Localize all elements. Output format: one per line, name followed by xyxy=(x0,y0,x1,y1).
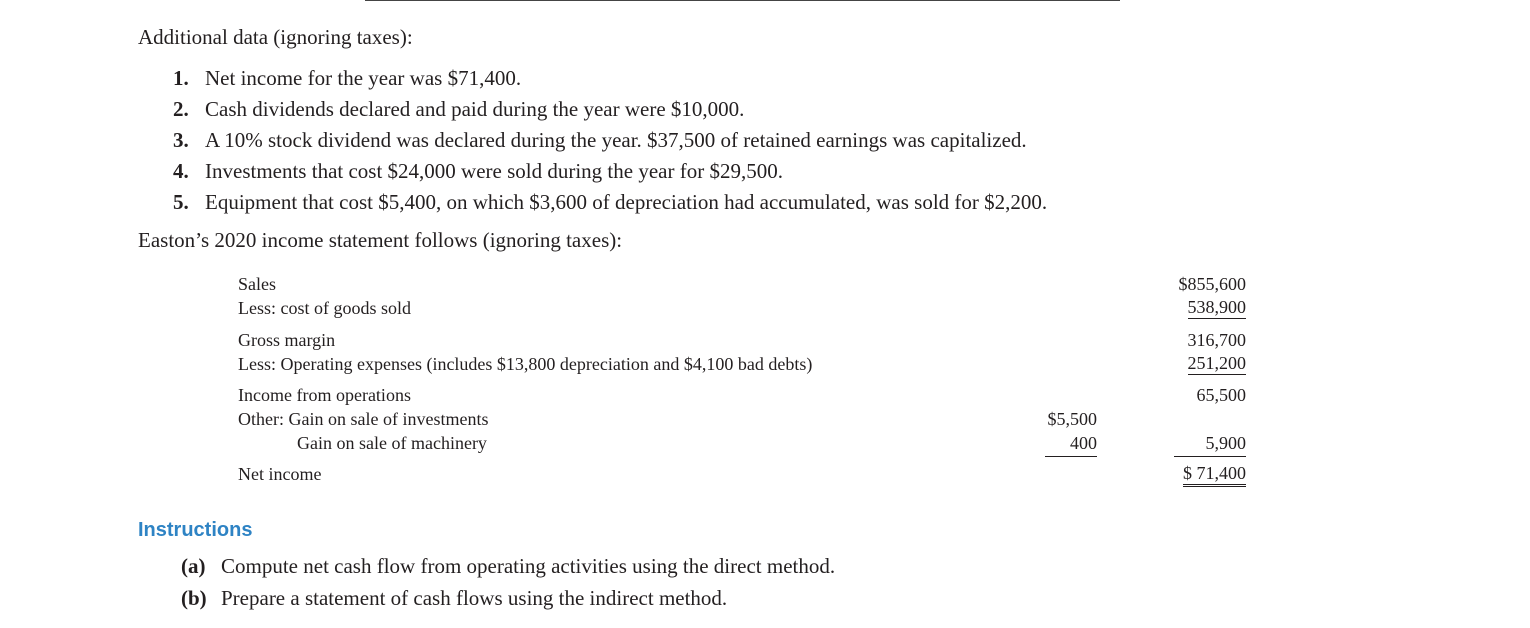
list-item xyxy=(173,64,1047,95)
statement-row-sales xyxy=(238,272,1248,296)
list-item xyxy=(173,95,1047,126)
row-amount: 65,500 xyxy=(1196,385,1246,405)
row-label: Net income xyxy=(238,464,322,484)
item-number: 1. xyxy=(173,66,189,90)
statement-row-gain-machinery xyxy=(238,431,1248,455)
item-text: Equipment that cost $5,400, on which $3,600 of depreciation had accumulated, was sold for $2,200. xyxy=(205,190,1048,214)
row-amount: 251,200 xyxy=(1187,353,1246,373)
other-total-underline xyxy=(1174,456,1246,457)
row-subamount: 400 xyxy=(1070,433,1097,453)
list-item xyxy=(173,157,1047,188)
item-text: Cash dividends declared and paid during the year were $10,000. xyxy=(205,97,745,121)
row-label: Other: Gain on sale of investments xyxy=(238,409,489,429)
item-number: 4. xyxy=(173,159,189,183)
item-letter: (a) xyxy=(181,554,206,578)
list-item xyxy=(181,551,835,583)
instructions-title: Instructions xyxy=(138,519,253,541)
statement-row-gain-investments xyxy=(238,407,1248,431)
list-item xyxy=(181,583,835,615)
item-number: 2. xyxy=(173,97,189,121)
item-text: Investments that cost $24,000 were sold during the year for $29,500. xyxy=(205,159,783,183)
row-label: Gain on sale of machinery xyxy=(297,433,487,453)
statement-row-net-income xyxy=(238,462,1248,486)
row-subamount: $5,500 xyxy=(1047,409,1097,429)
instructions-list xyxy=(181,551,835,615)
row-label: Less: cost of goods sold xyxy=(238,298,411,318)
top-divider xyxy=(365,0,1120,1)
item-text: A 10% stock dividend was declared during the year. $37,500 of retained earnings was capitalized. xyxy=(205,128,1027,152)
subtotal-underline xyxy=(1045,456,1097,457)
statement-row-income-from-operations xyxy=(238,383,1248,407)
statement-row-cogs xyxy=(238,296,1248,320)
row-amount: $855,600 xyxy=(1178,274,1246,294)
row-label: Gross margin xyxy=(238,330,336,350)
additional-data-list xyxy=(173,64,1047,219)
item-number: 5. xyxy=(173,190,189,214)
income-statement-heading: Easton’s 2020 income statement follows (ignoring taxes): xyxy=(138,228,623,252)
row-amount: 316,700 xyxy=(1187,330,1246,350)
row-label: Sales xyxy=(238,274,276,294)
additional-data-heading: Additional data (ignoring taxes): xyxy=(138,25,413,49)
row-amount: 538,900 xyxy=(1187,297,1246,317)
row-amount: 5,900 xyxy=(1205,433,1246,453)
statement-row-gross-margin xyxy=(238,328,1248,352)
row-label: Less: Operating expenses (includes $13,800 depreciation and $4,100 bad debts) xyxy=(238,354,813,374)
row-amount: $ 71,400 xyxy=(1183,462,1246,487)
statement-row-operating-expenses xyxy=(238,352,1248,376)
row-label: Income from operations xyxy=(238,385,411,405)
item-text: Prepare a statement of cash flows using the indirect method. xyxy=(221,586,728,610)
item-text: Compute net cash flow from operating activities using the direct method. xyxy=(221,554,836,578)
item-number: 3. xyxy=(173,128,189,152)
item-letter: (b) xyxy=(181,586,207,610)
item-text: Net income for the year was $71,400. xyxy=(205,66,522,90)
list-item xyxy=(173,188,1047,219)
list-item xyxy=(173,126,1047,157)
